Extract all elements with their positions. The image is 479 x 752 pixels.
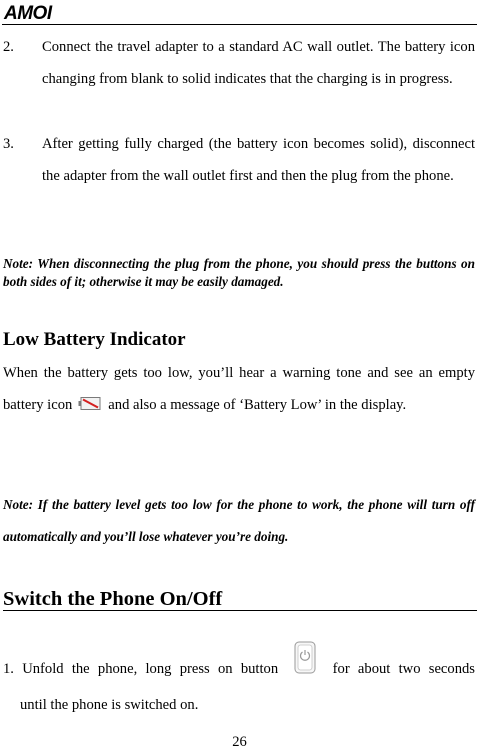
step-text: Connect the travel adapter to a standard AC wall outlet. The battery icon changing from blank to solid indicates that the charging is in progress.: [42, 39, 475, 87]
switch-step-line-1: [3, 641, 475, 688]
switch-heading: Switch the Phone On/Off: [3, 588, 223, 610]
step-number: 3.: [3, 136, 14, 152]
logo-text: AMOI: [4, 3, 52, 22]
step-number: 2.: [3, 39, 14, 55]
switch-step-text-2: for about two seconds: [332, 661, 475, 677]
note-disconnect: Note: When disconnecting the plug from the phone, you should press the buttons on both sides of it; otherwise it may be easily damaged.: [3, 256, 475, 289]
step-text: After getting fully charged (the battery icon becomes solid), disconnect the adapter from the wall outlet first and then the plug from the phone.: [42, 136, 475, 184]
low-battery-heading: Low Battery Indicator: [3, 329, 186, 350]
step-3: [3, 128, 475, 192]
switch-step-1: [3, 641, 475, 722]
switch-step-line-2: until the phone is switched on.: [20, 697, 199, 713]
page-number: 26: [232, 734, 247, 750]
switch-step-text-1: 1. Unfold the phone, long press on button: [3, 661, 279, 677]
power-button-icon: [292, 641, 318, 688]
heading-underline: [3, 610, 477, 611]
empty-battery-icon: [78, 392, 102, 424]
header-rule: [2, 24, 477, 25]
low-battery-text-2: and also a message of ‘Battery Low’ in the display.: [108, 397, 407, 413]
low-battery-text-1: When the battery gets too low, you’ll hear a warning tone and see an empty battery icon: [3, 365, 475, 413]
step-2: [3, 31, 475, 95]
amoi-logo: [3, 2, 81, 22]
low-battery-paragraph: [3, 357, 475, 424]
note-low-battery: Note: If the battery level gets too low for the phone to work, the phone will turn off automatically and you’ll lose whatever you’re doing.: [3, 497, 475, 544]
